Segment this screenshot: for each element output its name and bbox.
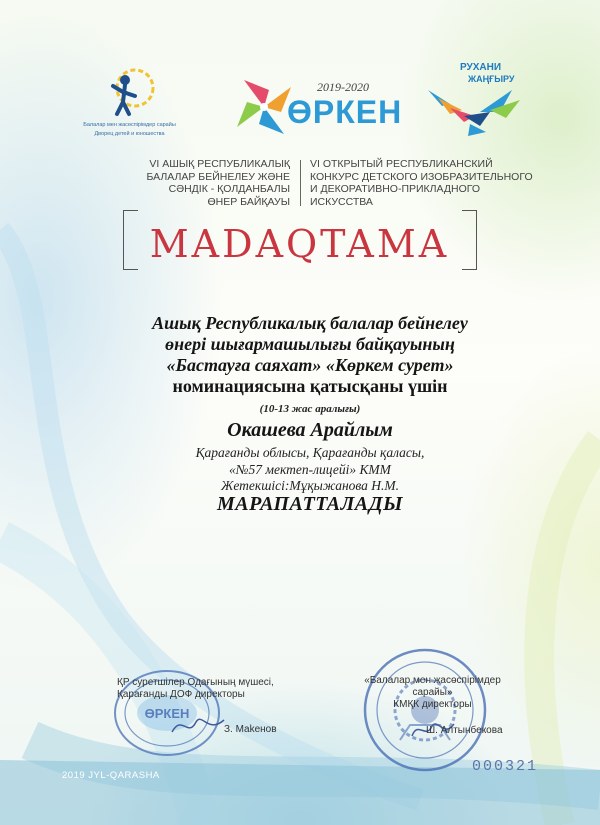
right-signatory-role: КМҚК директоры — [393, 699, 472, 710]
orken-logo — [225, 72, 403, 142]
contest-kz-line: СӘНДІК - ҚОЛДАНБАЛЫ — [168, 183, 290, 195]
serial-number: 000321 — [472, 758, 539, 775]
contest-ru-line: И ДЕКОРАТИВНО-ПРИКЛАДНОГО — [310, 183, 481, 195]
contest-divider — [300, 160, 301, 206]
right-signatory-name: Ш. Алтынбекова — [426, 725, 503, 736]
contest-brand: ӨРКЕН — [287, 94, 403, 130]
recipient-supervisor: Жетекшісі:Мұқыжанова Н.М. — [220, 478, 400, 493]
left-signatory-role: ҚР суретшілер Одағының мүшесі, — [117, 677, 274, 688]
issue-date: 2019 JYL-QARASHA — [62, 770, 160, 781]
contest-ru-line: КОНКУРС ДЕТСКОГО ИЗОБРАЗИТЕЛЬНОГО — [310, 170, 533, 183]
recipient-details — [80, 445, 540, 495]
title-frame-left — [123, 210, 138, 270]
contest-years: 2019-2020 — [317, 80, 369, 94]
right-signatory-role: «Балалар мен жасөспірімдер сарайы» — [364, 675, 501, 698]
recipient-school: «№57 мектеп-лицейі» КММ — [229, 461, 391, 477]
rukhani-subtitle: ЖАҢҒЫРУ — [468, 74, 515, 84]
left-signature-icon — [168, 710, 228, 740]
palace-caption-kz: Балалар мен жасөспірімдер сарайы — [83, 122, 176, 128]
left-stamp-text: ӨРКЕН — [144, 706, 190, 721]
contest-kz-line: БАЛАЛАР БЕЙНЕЛЕУ ЖӘНЕ — [146, 170, 290, 183]
eagle-icon — [420, 82, 530, 142]
award-reason — [80, 313, 540, 397]
contest-name-ru — [310, 158, 533, 208]
rukhani-logo — [420, 60, 540, 140]
left-signatory-role: Қарағанды ДОФ директоры — [117, 689, 245, 700]
left-signatory — [117, 677, 274, 701]
contest-kz-line: ӨНЕР БАЙҚАУЫ — [207, 195, 290, 208]
title-frame-right — [462, 210, 477, 270]
award-reason-line: «Бастауға саяхат» «Көркем сурет» — [166, 355, 454, 375]
child-sun-icon — [95, 66, 165, 120]
palace-caption-ru: Дворец детей и юношества — [94, 131, 165, 137]
certificate-title: MADAQTAMA — [149, 222, 450, 266]
contest-name-kz — [146, 158, 290, 208]
recipient-region: Қарағанды облысы, Қарағанды қаласы, — [195, 445, 425, 460]
award-reason-line: номинациясына қатысқаны үшін — [172, 376, 448, 396]
right-signatory — [345, 675, 520, 711]
contest-kz-line: VI АШЫҚ РЕСПУБЛИКАЛЫҚ — [149, 158, 290, 170]
award-reason-line: өнері шығармашылығы байқауының — [165, 334, 455, 354]
contest-ru-line: ИСКУССТВА — [310, 195, 373, 208]
rukhani-title: РУХАНИ — [460, 62, 502, 73]
contest-ru-line: VI ОТКРЫТЫЙ РЕСПУБЛИКАНСКИЙ — [310, 158, 493, 170]
palace-logo — [82, 66, 177, 138]
recipient-name: Окашева Арайлым — [227, 419, 393, 441]
awarded-text: МАРАПАТТАЛАДЫ — [217, 493, 403, 515]
age-range: (10-13 жас аралығы) — [259, 403, 361, 415]
award-reason-line: Ашық Республикалық балалар бейнелеу — [152, 313, 468, 333]
left-signatory-name: З. Маkенов — [224, 724, 277, 735]
